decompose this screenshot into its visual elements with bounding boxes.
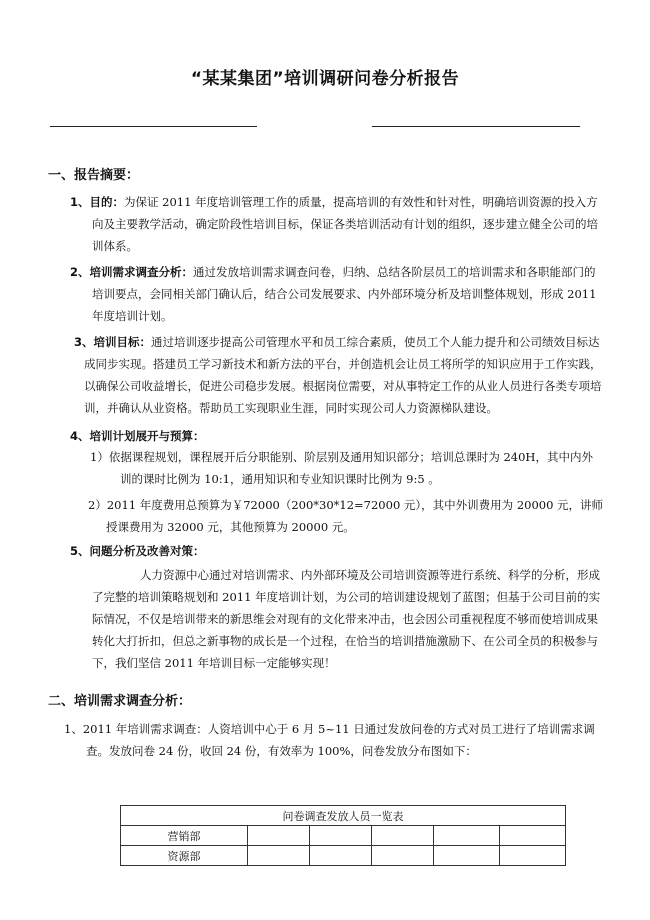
plan-sub-1: [90, 446, 604, 490]
survey-paragraph-text: 1、2011 年培训需求调查：人资培训中心于 6 月 5~11 日通过发放问卷的方式对员工进行了培训需求调查。发放问卷 24 份，收回 24 份，有效率为 100%，问卷发放分布图如下：: [64, 722, 595, 758]
summary-item-goals: [74, 331, 604, 419]
item-label: 4、培训计划展开与预算：: [70, 429, 205, 443]
table-row-label: 营销部: [121, 826, 248, 846]
survey-distribution-table: [120, 805, 566, 866]
problems-text: 人力资源中心通过对培训需求、内外部环境及公司培训资源等进行系统、科学的分析，形成了完整的培训策略规划和 2011 年度培训计划，为公司的培训建设规划了蓝图；但基于公司目前的实际情况，不仅是培训带来的新思维会对现有的文化带来冲击，也会因公司重视程度不够而使培训成果转化大打折扣，但总之新事物的成长是一个过程，在恰当的培训措施激励下、在公司全员的积极参与下，我们坚信 2011 年培训目标一定能够实现！: [92, 568, 601, 670]
item-label: 1、目的：: [70, 195, 125, 209]
left-signature-line: [50, 126, 257, 127]
plan-sub-2-text: 2）2011 年度费用总预算为￥72000（200*30*12=72000 元），其中外训费用为 20000 元，讲师授课费用为 32000 元，其他预算为 20000 元。: [88, 498, 604, 534]
page-title: “某某集团”培训调研问卷分析报告: [190, 69, 460, 89]
summary-item-needs-analysis: [70, 261, 600, 327]
survey-paragraph: [64, 718, 604, 762]
summary-item-plan-budget: [70, 425, 600, 447]
table-row: [121, 826, 566, 846]
item-text: 通过发放培训需求调查问卷，归纳、总结各阶层员工的培训需求和各职能部门的培训要点，会同相关部门确认后，结合公司发展要求、内外部环境分析及培训整体规划，形成 2011 年度培训计划。: [92, 265, 597, 323]
table-row-label: 资源部: [121, 846, 248, 866]
table-caption: 问卷调查发放人员一览表: [121, 806, 566, 826]
summary-item-purpose: [70, 191, 600, 257]
section2-heading: 二、培训需求调查分析：: [48, 694, 192, 709]
right-signature-line: [372, 126, 580, 127]
plan-sub-1-text: 1）依据课程规划，课程展开后分职能别、阶层别及通用知识部分；培训总课时为 240H，其中内外训的课时比例为 10:1，通用知识和专业知识课时比例为 9:5 。: [90, 450, 593, 486]
item-text: 为保证 2011 年度培训管理工作的质量，提高培训的有效性和针对性，明确培训资源的投入方向及主要教学活动，确定阶段性培训目标，保证各类培训活动有计划的组织，逐步建立健全公司的培训体系。: [92, 195, 598, 253]
item-label: 3、培训目标：: [74, 335, 152, 349]
table-row: [121, 846, 566, 866]
plan-sub-2: [88, 494, 604, 538]
section1-heading: 一、报告摘要：: [48, 168, 140, 183]
item-text: 通过培训逐步提高公司管理水平和员工综合素质，使员工个人能力提升和公司绩效目标达成同步实现。搭建员工学习新技术和新方法的平台，并创造机会让员工将所学的知识应用于工作实践，以确保公司收益增长，促进公司稳步发展。根据岗位需要，对从事特定工作的从业人员进行各类专项培训，并确认从业资格。帮助员工实现职业生涯，同时实现公司人力资源梯队建设。: [84, 335, 602, 415]
summary-item-problems: [70, 540, 600, 562]
item-label: 2、培训需求调查分析：: [70, 265, 194, 279]
item-label: 5、问题分析及改善对策：: [70, 544, 205, 558]
